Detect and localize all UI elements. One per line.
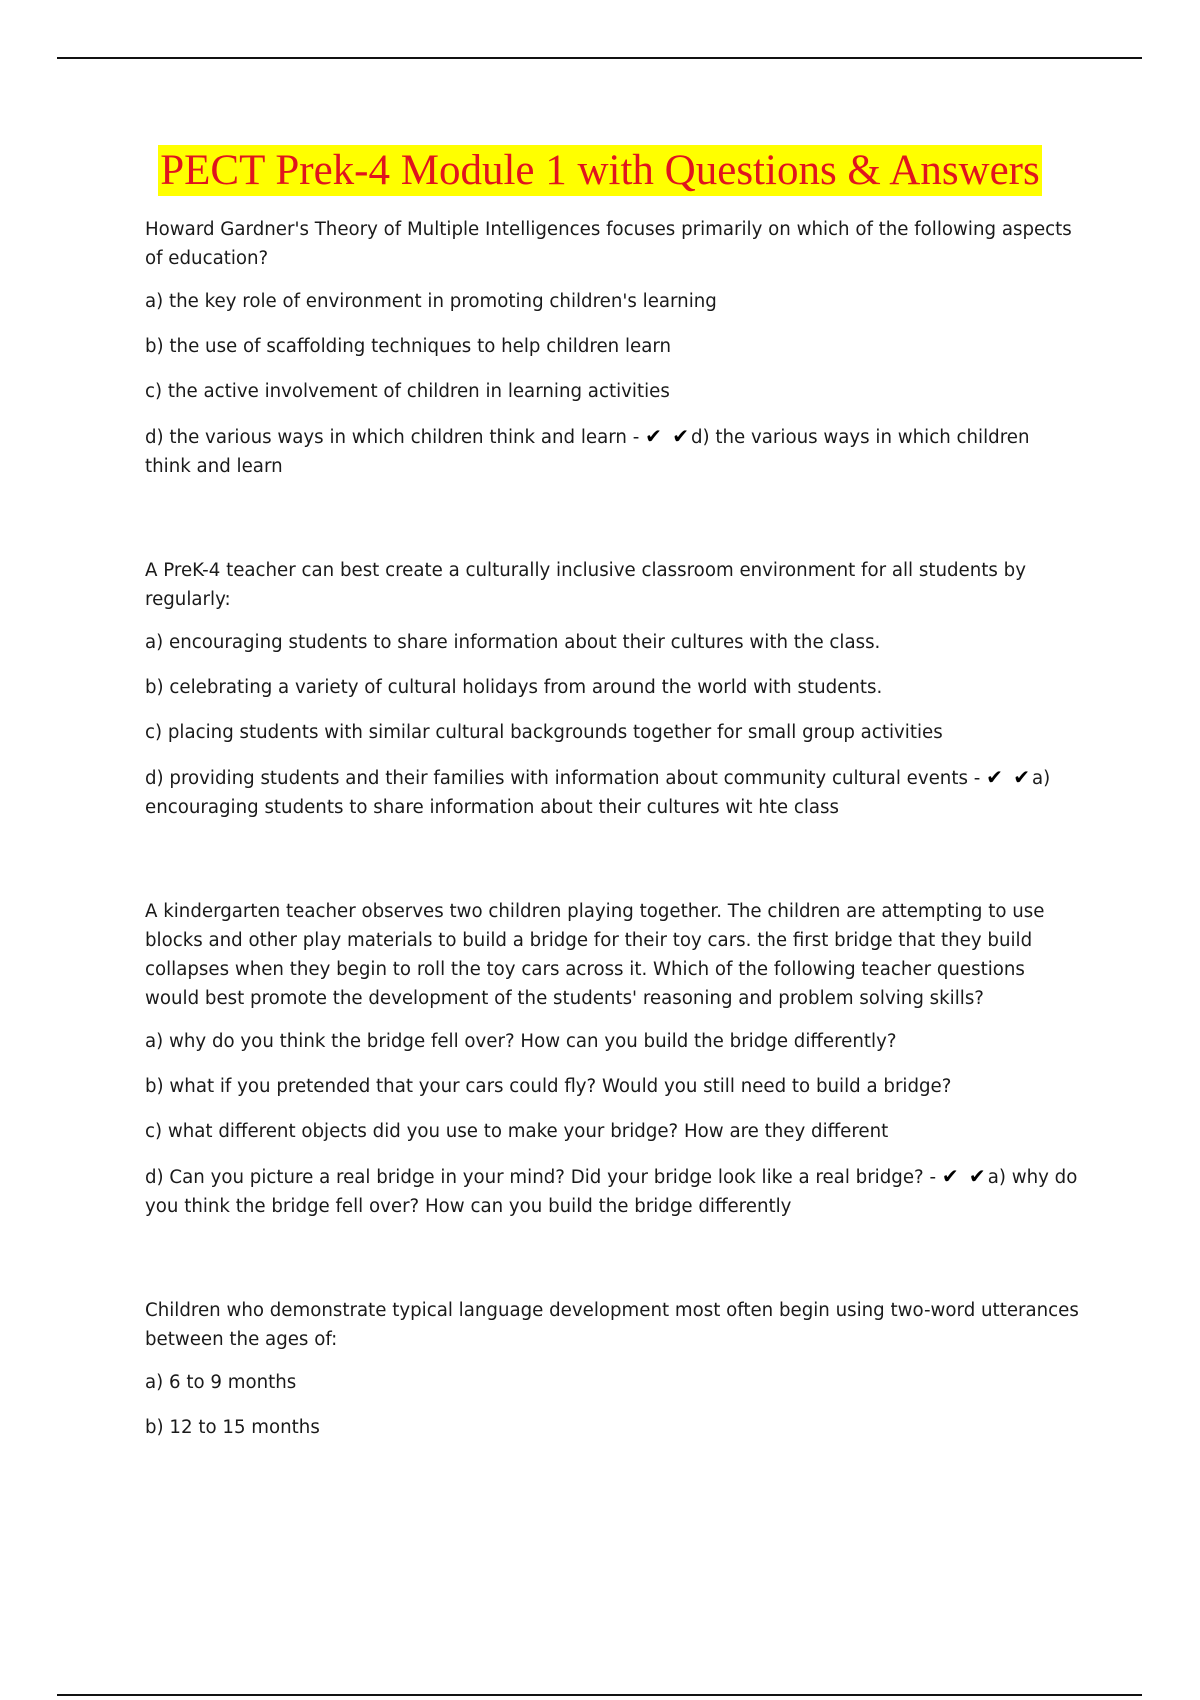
question-block — [145, 215, 1080, 481]
question-text: Children who demonstrate typical language development most often begin using two-word utterances between the ages of: — [145, 1300, 1079, 1350]
answer-line — [145, 1162, 1080, 1221]
question-text: Howard Gardner's Theory of Multiple Intelligences focuses primarily on which of the following aspects of education? — [145, 219, 1072, 269]
bottom-rule — [57, 1694, 1142, 1696]
double-check-icon: ✔ ✔ — [986, 765, 1032, 789]
answer-line — [145, 422, 1080, 481]
answer-option: d) providing students and their families with information about community cultural events - — [145, 768, 981, 789]
question-text: A PreK-4 teacher can best create a culturally inclusive classroom environment for all students by regularly: — [145, 560, 1026, 610]
document-title: PECT Prek-4 Module 1 with Questions & Answers — [160, 147, 1040, 194]
answer-option: d) Can you picture a real bridge in your mind? Did your bridge look like a real bridge? - — [145, 1167, 937, 1188]
question-block — [145, 897, 1080, 1221]
answer-option: b) the use of scaffolding techniques to help children learn — [145, 336, 672, 357]
answer-option: a) 6 to 9 months — [145, 1372, 297, 1393]
title-container — [0, 145, 1200, 196]
answer-option: b) celebrating a variety of cultural holidays from around the world with students. — [145, 677, 883, 698]
top-rule — [57, 57, 1142, 59]
document-body — [145, 215, 1080, 1517]
answer-option: c) the active involvement of children in learning activities — [145, 381, 670, 402]
answer-option: a) encouraging students to share information about their cultures with the class. — [145, 632, 881, 653]
answer-option: a) why do you think the bridge fell over? How can you build the bridge differently? — [145, 1031, 897, 1052]
answer-option: a) the key role of environment in promoting children's learning — [145, 291, 717, 312]
double-check-icon: ✔ ✔ — [941, 1164, 988, 1188]
answer-option: b) 12 to 15 months — [145, 1417, 320, 1438]
correct-answer: a) encouraging students to share information about their cultures wit hte class — [145, 768, 1051, 818]
answer-option: b) what if you pretended that your cars could fly? Would you still need to build a bridge? — [145, 1076, 952, 1097]
answer-option: c) placing students with similar cultural backgrounds together for small group activities — [145, 722, 943, 743]
question-block — [145, 1296, 1080, 1442]
question-block — [145, 556, 1080, 822]
question-text: A kindergarten teacher observes two children playing together. The children are attempting to use blocks and other play materials to build a bridge for their toy cars. the first bridge that they build collapses when they begin to roll the toy cars across it. Which of the following teacher questions would best promote the development of the students' reasoning and problem solving skills? — [145, 901, 1045, 1009]
answer-option: d) the various ways in which children think and learn - — [145, 427, 640, 448]
correct-answer: a) why do you think the bridge fell over? How can you build the bridge differently — [145, 1167, 1078, 1217]
answer-option: c) what different objects did you use to make your bridge? How are they different — [145, 1121, 889, 1142]
answer-line — [145, 763, 1080, 822]
double-check-icon: ✔ ✔ — [645, 424, 691, 448]
correct-answer: d) the various ways in which children think and learn — [145, 427, 1030, 477]
